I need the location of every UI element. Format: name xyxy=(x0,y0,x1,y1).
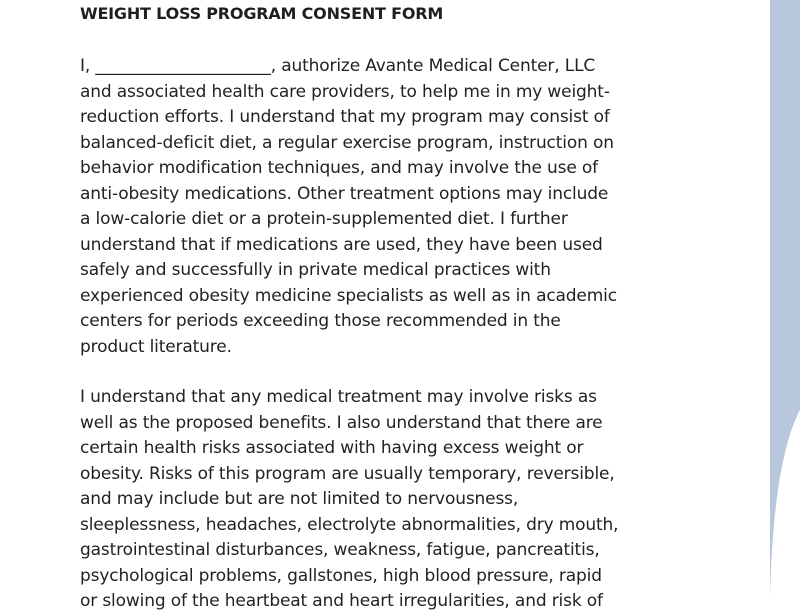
text-line: or slowing of the heartbeat and heart irregularities, and risk of xyxy=(80,591,603,611)
risks-paragraph xyxy=(80,385,660,615)
text-line: certain health risks associated with having excess weight or xyxy=(80,438,584,458)
text-line: well as the proposed benefits. I also understand that there are xyxy=(80,412,603,433)
text-line: obesity. Risks of this program are usually temporary, reversible, xyxy=(80,463,615,484)
text-line: experienced obesity medicine specialists as well as in academic xyxy=(80,285,617,306)
authorization-paragraph xyxy=(80,54,660,360)
text-line: balanced-deficit diet, a regular exercise program, instruction on xyxy=(80,132,614,153)
text-line: understand that if medications are used, they have been used xyxy=(80,234,603,255)
form-title: WEIGHT LOSS PROGRAM CONSENT FORM xyxy=(80,4,444,23)
decorative-side-band xyxy=(770,0,800,600)
text-line: and may include but are not limited to nervousness, xyxy=(80,489,519,509)
text-line: I understand that any medical treatment may involve risks as xyxy=(80,387,597,407)
text-line: I, _____________________, authorize Avante Medical Center, LLC xyxy=(80,56,596,76)
text-line: reduction efforts. I understand that my program may consist of xyxy=(80,107,610,127)
text-line: safely and successfully in private medical practices with xyxy=(80,260,551,280)
text-line: centers for periods exceeding those recommended in the xyxy=(80,311,561,331)
text-line: psychological problems, gallstones, high blood pressure, rapid xyxy=(80,565,602,586)
document-body xyxy=(80,4,660,615)
text-line: product literature. xyxy=(80,336,232,357)
text-line: gastrointestinal disturbances, weakness, fatigue, pancreatitis, xyxy=(80,540,600,560)
text-line: a low-calorie diet or a protein-supplemented diet. I further xyxy=(80,209,568,229)
text-line: sleeplessness, headaches, electrolyte abnormalities, dry mouth, xyxy=(80,514,619,535)
text-line: and associated health care providers, to help me in my weight- xyxy=(80,81,610,102)
text-line: anti-obesity medications. Other treatment options may include xyxy=(80,183,609,204)
side-band-graphic xyxy=(770,0,800,600)
text-line: behavior modification techniques, and may involve the use of xyxy=(80,158,598,178)
